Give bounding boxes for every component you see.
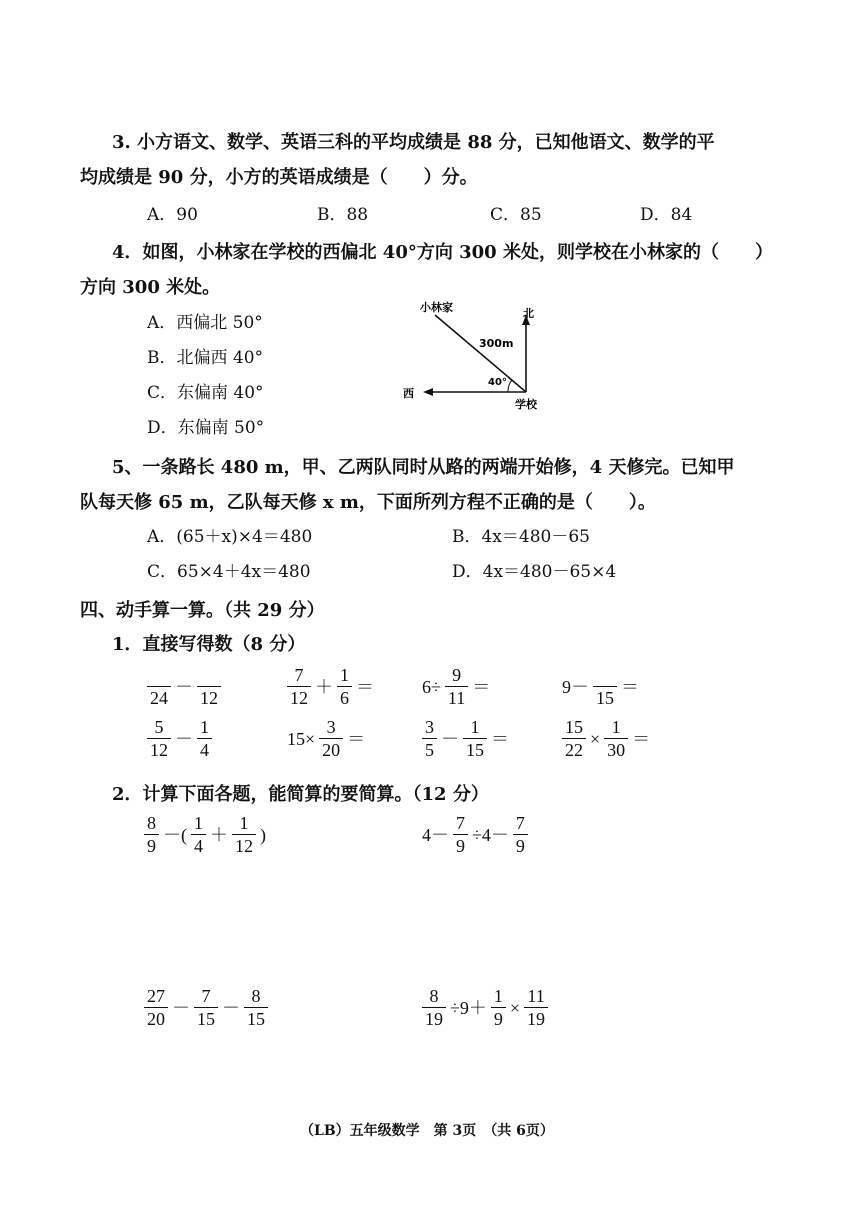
angle-label: 40° (488, 377, 507, 388)
direction-diagram (395, 295, 565, 415)
calc-problem-2: 4－ $\frac{7}{9}$ ÷4－ $\frac{7}{9}$ (420, 812, 530, 857)
oral-item-6: 15× $\frac{3}{20}$ ＝ (287, 717, 366, 760)
q5-line2: 队每天修 65 m，乙队每天修 x m，下面所列方程不正确的是（ ）。 (80, 492, 656, 513)
q5-option-b: B．4x＝480－65 (452, 527, 590, 547)
oral-item-8: $\frac{15}{22}$ × $\frac{1}{30}$ ＝ (560, 716, 652, 761)
q5-line1: 5、一条路长 480 m，甲、乙两队同时从路的两端开始修，4 天修完。已知甲 (112, 457, 735, 478)
oral-item-3: 6÷ $\frac{9}{11}$ ＝ (422, 665, 491, 708)
q4-line1: 4．如图，小林家在学校的西偏北 40°方向 300 米处，则学校在小林家的（ ） (112, 242, 773, 263)
north-label: 北 (523, 307, 534, 320)
q4-option-b: B．北偏西 40° (147, 348, 264, 368)
home-label: 小林家 (420, 301, 453, 314)
oral-item-7: $\frac{3}{5}$ － $\frac{1}{15}$ ＝ (420, 716, 511, 761)
west-arrowhead (423, 388, 433, 396)
q4-option-d: D．东偏南 50° (147, 418, 265, 438)
q3-option-d: D．84 (640, 205, 693, 225)
q3-option-b: B．88 (317, 205, 369, 225)
calc-problem-3: $\frac{27}{20}$ － $\frac{7}{15}$ － $\frac{8}{15}$ (142, 985, 270, 1030)
q4-option-a: A．西偏北 50° (147, 313, 263, 333)
west-label: 西 (403, 387, 414, 400)
home-to-school-line (435, 315, 526, 392)
calc-problem-1: $\frac{8}{9}$ －( $\frac{1}{4}$ ＋ $\frac{1}{12}$ ) (142, 812, 268, 857)
oral-item-1: 24 － 12 (145, 664, 223, 709)
school-label: 学校 (515, 398, 537, 411)
page-footer: （LB）五年级数学 第 3页 （共 6页） (300, 1123, 554, 1139)
distance-label: 300m (479, 337, 514, 350)
oral-item-4: 9－ 15 ＝ (562, 676, 639, 708)
angle-arc (508, 380, 512, 392)
q3-line2: 均成绩是 90 分，小方的英语成绩是（ ）分。 (80, 167, 478, 188)
section4-title: 四、动手算一算。（共 29 分） (80, 600, 325, 621)
q3-line1: 3. 小方语文、数学、英语三科的平均成绩是 88 分，已知他语文、数学的平 (112, 132, 715, 153)
q4-line2: 方向 300 米处。 (80, 277, 221, 298)
q5-option-c: C．65×4＋4x＝480 (147, 562, 311, 582)
section4-sub2: 2．计算下面各题，能简算的要简算。（12 分） (112, 784, 489, 805)
section4-sub1: 1．直接写得数（8 分） (112, 634, 306, 655)
q5-option-d: D．4x＝480－65×4 (452, 562, 617, 582)
oral-item-5: $\frac{5}{12}$ － $\frac{1}{4}$ (145, 716, 214, 761)
calc-problem-4: $\frac{8}{19}$ ÷9＋ $\frac{1}{9}$ × $\frac{11}{19}$ (420, 985, 550, 1030)
oral-item-2: $\frac{7}{12}$ ＋ $\frac{1}{6}$ ＝ (285, 664, 376, 709)
q3-option-a: A．90 (147, 205, 198, 225)
q3-option-c: C．85 (490, 205, 542, 225)
q5-option-a: A．(65＋x)×4＝480 (147, 527, 313, 547)
q4-option-c: C．东偏南 40° (147, 383, 264, 403)
